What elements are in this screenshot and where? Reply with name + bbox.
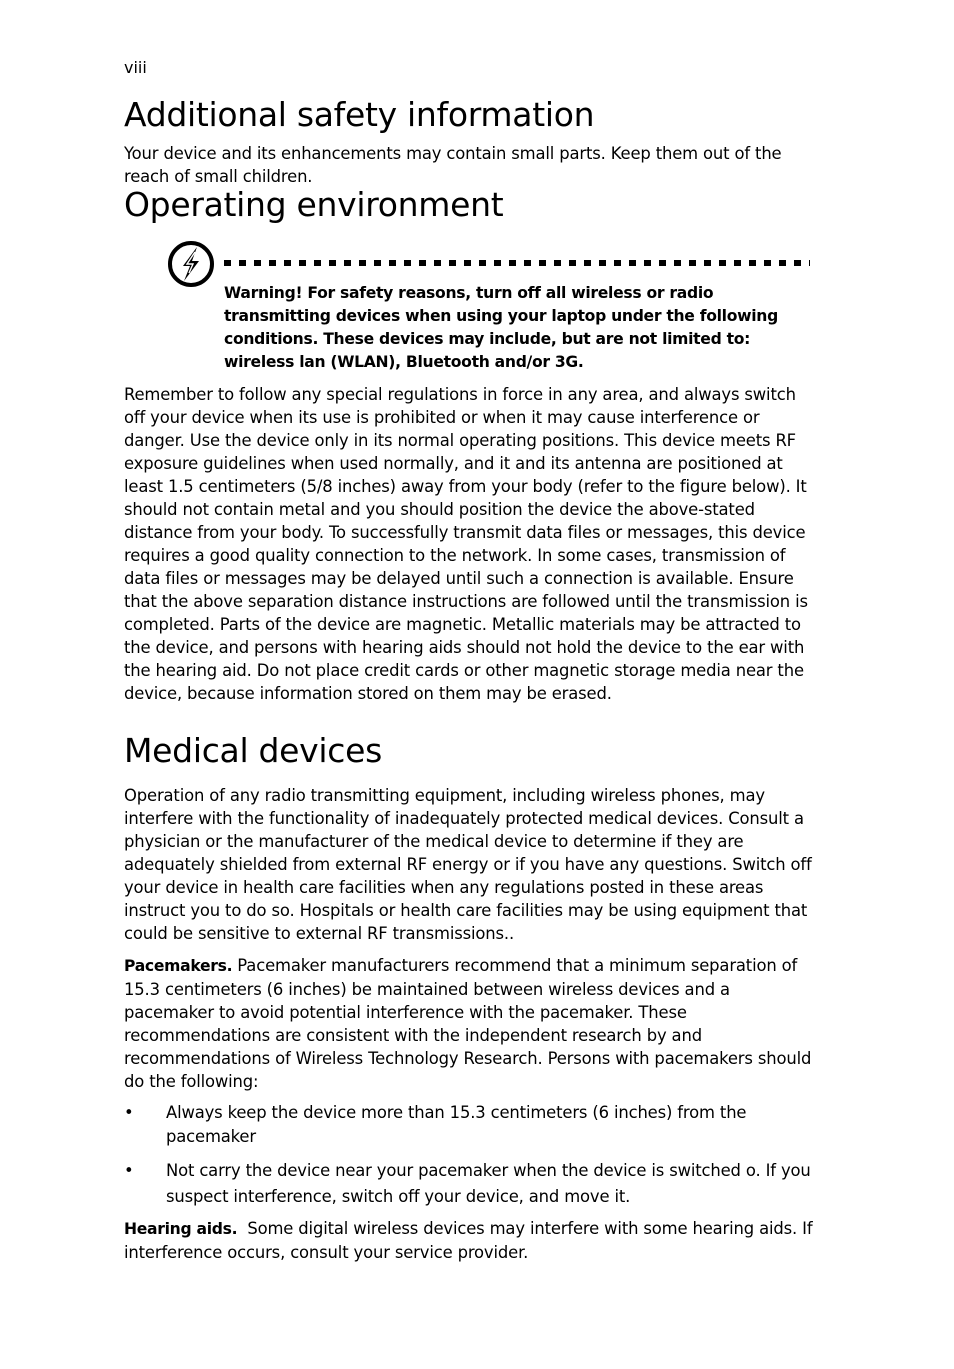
bullet-marker: • [124,1161,134,1180]
heading-operating-environment: Operating environment [124,185,504,224]
hearing-aids-label: Hearing aids. [124,1220,238,1238]
additional-safety-text: Your device and its enhancements may contain small parts. Keep them out of the reach of small children. [124,144,782,186]
medical-devices-text: Operation of any radio transmitting equipment, including wireless phones, may interfere with the functionality of inadequately protected medical devices. Consult a physician or the manufacturer of the medical device to determine if they are adequately shielded from external RF energy or if you have any questions. Switch off your device in health care facilities when any regulations posted in these areas instruct you to do so. Hospitals or health care facilities may be using equipment that could be sensitive to external RF transmissions.. [124,786,812,943]
heading-additional-safety: Additional safety information [124,95,595,134]
lightning-warning-icon [166,239,216,289]
heading-medical-devices: Medical devices [124,731,383,770]
warning-text: Warning! For safety reasons, turn off all wireless or radio transmitting devices when using your laptop under the following conditions. These devices may include, but are not limited to: wireless lan (WLAN), Bluetooth and/or 3G. [224,284,778,371]
bullet-marker: • [124,1103,134,1122]
list-item [124,1158,814,1210]
hearing-aids-text: Some digital wireless devices may interfere with some hearing aids. If interference occurs, consult your service provider. [124,1219,818,1262]
warning-divider [224,260,810,266]
pacemakers-text: Pacemaker manufacturers recommend that a minimum separation of 15.3 centimeters (6 inches) be maintained between wireless devices and a pacemaker to avoid potential interference with the pacemaker. These recommendations are consistent with the independent research by and recommendations of Wireless Technology Research. Persons with pacemakers should do the following: [124,956,812,1091]
pacemakers-paragraph [124,954,814,1093]
list-item [124,1101,814,1149]
list-item-text: Always keep the device more than 15.3 centimeters (6 inches) from the pacemaker [166,1103,747,1146]
hearing-aids-paragraph [124,1217,818,1264]
list-item-text: Not carry the device near your pacemaker when the device is switched o. If you suspect interference, switch off your device, and move it. [166,1161,811,1206]
page-number: viii [124,58,147,77]
pacemakers-label: Pacemakers. [124,957,233,975]
operating-environment-text: Remember to follow any special regulations in force in any area, and always switch off your device when its use is prohibited or when it may cause interference or danger. Use the device only in its normal operating positions. This device meets RF exposure guidelines when used normally, and it and its antenna are positioned at least 1.5 centimeters (5/8 inches) away from your body (refer to the figure below). It should not contain metal and you should position the device the above-stated distance from your body. To successfully transmit data files or messages, this device requires a good quality connection to the network. In some cases, transmission of data files or messages may be delayed until such a connection is available. Ensure that the above separation distance instructions are followed until the transmission is completed. Parts of the device are magnetic. Metallic materials may be attracted to the device, and persons with hearing aids should not hold the device to the ear with the hearing aid. Do not place credit cards or other magnetic storage media near the device, because information stored on them may be erased. [124,385,808,703]
